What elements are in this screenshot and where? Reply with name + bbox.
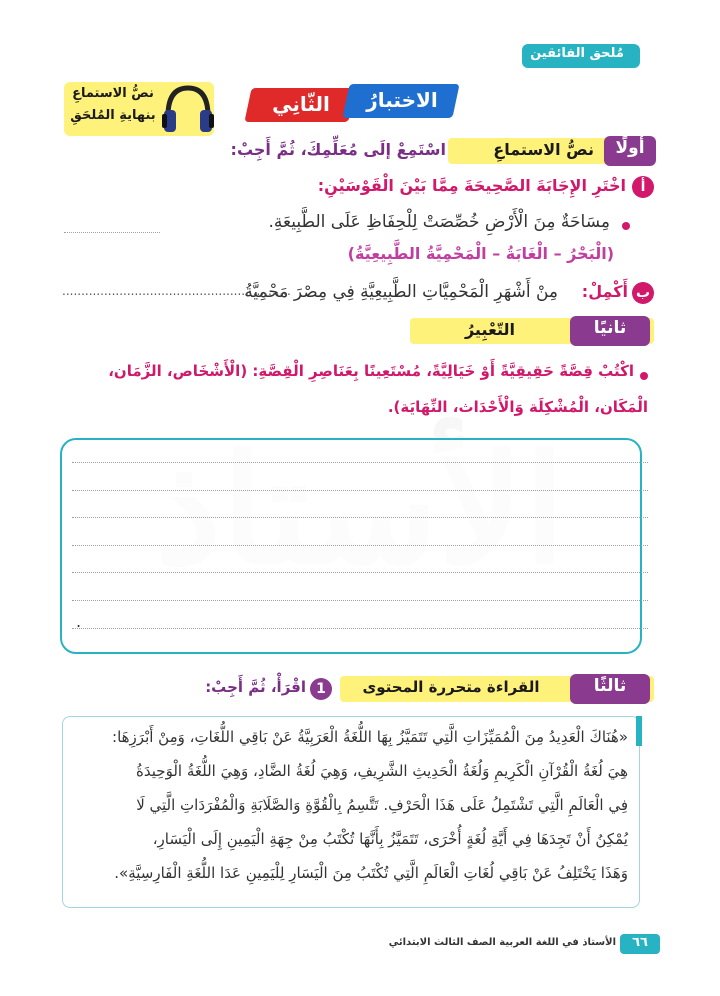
q-b-text: مِنْ أَشْهَرِ الْمَحْمِيَّاتِ الطَّبِيعِيَّةِ فِي مِصْرَ مَحْمِيَّةُ (244, 282, 558, 302)
book-title: الأستاذ في اللغة العربية الصف الثالث الابتدائي (388, 937, 616, 948)
section3-title: القراءة متحررة المحتوى (362, 678, 540, 696)
section2-bullet (640, 372, 648, 380)
writing-box[interactable] (60, 438, 642, 654)
writing-end-dot: . (76, 612, 82, 631)
passage-line-1: «هُنَاكَ الْعَدِيدُ مِنَ الْمُمَيِّزَاتِ الَّتِي تَتَمَيَّزُ بِهَا اللُّغَةُ الْعَرَبِيَّةُ عَنْ بَاقِي اللُّغَاتِ، وَمِنْ أَبْرَزِهَا: (112, 728, 628, 746)
q-b-label: أَكْمِلْ: (581, 282, 628, 301)
section2-title: التّعْبِيرُ (464, 320, 516, 339)
passage-accent-bar (636, 716, 642, 746)
passage-line-5: وَهَذَا يَخْتَلِفُ عَنْ بَاقِي لُغَاتِ الْعَالَمِ الَّتِي تُكْتَبُ مِنَ الْيَسَارِ لِلْيَمِينِ عَدَا اللُّغَةِ الْفَارِسِيَّةِ». (114, 864, 628, 882)
q-a-letter: أ (632, 176, 654, 198)
section3-instruction: اقْرَأْ، ثُمَّ أَجِبْ: (205, 678, 306, 696)
section3-number (310, 678, 332, 700)
writing-line-2 (72, 490, 648, 491)
test-title-banner (248, 84, 456, 124)
passage-line-2: هِيَ لُغَةُ الْقُرْآنِ الْكَرِيمِ وَلُغَةُ الْحَدِيثِ الشَّرِيفِ، وَهِيَ لُغَةُ الضَّادِ، وَهِيَ اللُّغَةُ الْوَحِيدَةُ (136, 762, 628, 780)
section1-label: أولًا (604, 136, 656, 166)
section2-prompt-line2: الْمَكَان، الْمُشْكِلَة وَالْأَحْدَاث، النِّهَايَة). (387, 398, 648, 416)
section3-label: ثالثًا (570, 674, 650, 704)
q-a-bullet (622, 222, 630, 230)
listening-note-line1: نصُّ الاستماعِ (72, 86, 154, 101)
q-b-letter: ب (632, 282, 654, 304)
section1-title: نصُّ الاستماعِ (493, 140, 594, 159)
section2-label: ثانيًا (570, 316, 650, 346)
q-a-answer-line (64, 232, 160, 233)
writing-line-4 (72, 545, 648, 546)
writing-line-1 (72, 462, 648, 463)
passage-line-4: يُمْكِنُ أَنْ تَجِدَهَا فِي أَيَّةِ لُغَةٍ أُخْرَى، تَتَمَيَّزُ بِأَنَّهَا تُكْتَبُ مِنْ جِهَةِ الْيَمِينِ إِلَى الْيَسَارِ، (152, 830, 628, 848)
test-title-word2: الثّانِي (272, 92, 330, 116)
writing-line-5 (72, 572, 648, 573)
section1-instruction: اسْتَمِعْ إلَى مُعَلِّمِكَ، ثُمَّ أَجِبْ: (230, 140, 446, 159)
section3-number-badge: 1 (310, 678, 332, 700)
q-a-number (632, 176, 654, 198)
headphones-icon (160, 82, 216, 136)
listening-note-line2: بنهايةِ المُلحَقِ (70, 108, 156, 123)
appendix-tag-label: مُلحق الفائقين (530, 46, 624, 61)
writing-line-6 (72, 600, 648, 601)
q-a-sentence: مِسَاحَةٌ مِنَ الْأَرْضِ خُصِّصَتْ لِلْحِفَاظِ عَلَى الطَّبِيعَةِ. (268, 212, 610, 232)
passage-line-3: فِي الْعَالَمِ الَّتِي تَشْتَمِلُ عَلَى هَذَا الْحَرْفِ. تَتَّسِمُ بِالْقُوَّةِ وَالصَّلَابَةِ وَالْمُفْرَدَاتِ الَّتِي لَا (136, 796, 628, 814)
q-b-blank: ............................................................ (62, 284, 291, 298)
writing-line-7 (72, 628, 648, 629)
page-number: ٦٦ (632, 935, 648, 950)
section2-prompt-line1: اكْتُبْ قِصَّةً حَقِيقِيَّةً أَوْ خَيَالِيَّةً، مُسْتَعِينًا بِعَنَاصِرِ الْقِصَّةِ: (الْأَشْخَاص، الزَّمَان، (108, 362, 634, 380)
test-title-word1: الاختبارُ (366, 88, 438, 112)
q-a-options: (الْبَحْرُ – الْغَابَةُ – الْمَحْمِيَّةُ الطَّبِيعِيَّةُ) (347, 244, 614, 263)
q-b-number (632, 282, 654, 304)
q-a-text: اخْتَرِ الإِجَابَةَ الصَّحِيحَةَ مِمَّا بَيْنَ الْقَوْسَيْنِ: (317, 176, 626, 195)
writing-line-3 (72, 517, 648, 518)
